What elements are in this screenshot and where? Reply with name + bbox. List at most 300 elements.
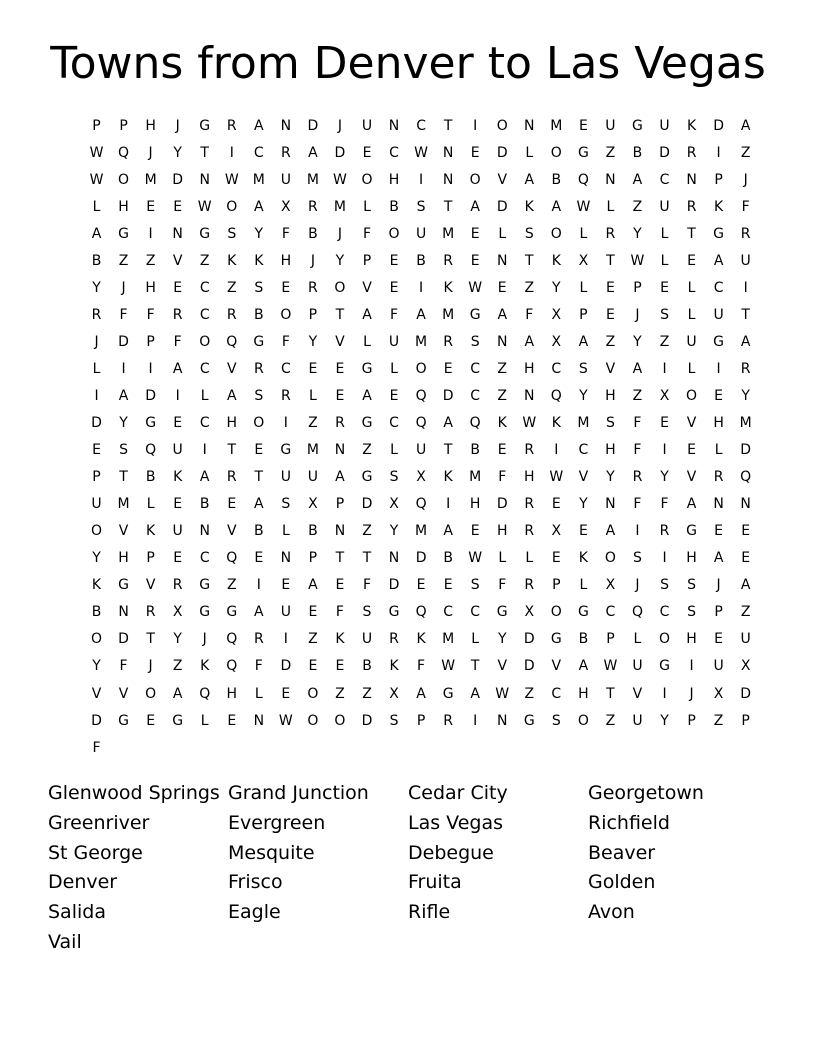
grid-letter: N bbox=[686, 171, 697, 188]
grid-letter: Q bbox=[226, 658, 238, 675]
grid-letter: M bbox=[577, 415, 590, 432]
grid-letter: Z bbox=[308, 631, 318, 648]
grid-letter: F bbox=[281, 333, 290, 350]
grid-letter: V bbox=[362, 279, 372, 296]
word-list-item: Debegue bbox=[408, 841, 494, 864]
grid-letter: C bbox=[199, 306, 210, 323]
grid-letter: A bbox=[632, 360, 643, 377]
grid-letter: K bbox=[227, 252, 237, 269]
grid-letter: J bbox=[175, 117, 180, 134]
grid-letter: X bbox=[389, 496, 399, 513]
grid-letter: Z bbox=[497, 387, 508, 404]
grid-letter: L bbox=[498, 550, 507, 567]
word-list-item: Salida bbox=[48, 901, 106, 924]
word-list-item: Cedar City bbox=[408, 782, 508, 804]
grid-letter: W bbox=[522, 415, 537, 432]
grid-letter: W bbox=[224, 171, 239, 188]
grid-letter: B bbox=[308, 225, 318, 242]
grid-letter: Y bbox=[92, 550, 101, 567]
grid-letter: N bbox=[524, 387, 535, 404]
grid-letter: N bbox=[496, 712, 508, 729]
grid-letter: L bbox=[606, 198, 615, 215]
grid-letter: L bbox=[200, 387, 209, 404]
grid-letter: B bbox=[199, 496, 210, 513]
grid-letter: V bbox=[686, 469, 697, 486]
grid-letter: M bbox=[252, 171, 265, 188]
grid-letter: E bbox=[92, 442, 101, 459]
grid-letter: Y bbox=[335, 252, 345, 269]
grid-letter: R bbox=[443, 252, 453, 269]
grid-letter: G bbox=[118, 712, 129, 729]
grid-letter: L bbox=[471, 631, 480, 648]
grid-letter: A bbox=[172, 685, 183, 702]
grid-letter: L bbox=[660, 225, 669, 242]
grid-letter: I bbox=[283, 415, 288, 432]
grid-letter: H bbox=[686, 550, 697, 567]
grid-letter: W bbox=[549, 469, 564, 486]
grid-letter: R bbox=[172, 577, 183, 594]
grid-letter: P bbox=[552, 577, 561, 594]
grid-letter: E bbox=[173, 496, 183, 513]
grid-letter: I bbox=[743, 279, 748, 296]
grid-letter: C bbox=[199, 360, 210, 377]
grid-letter: Q bbox=[226, 333, 238, 350]
grid-letter: B bbox=[389, 198, 399, 215]
grid-letter: R bbox=[226, 117, 237, 134]
grid-letter: E bbox=[281, 577, 291, 594]
grid-letter: Z bbox=[740, 144, 751, 161]
grid-letter: A bbox=[254, 117, 264, 134]
grid-letter: G bbox=[442, 685, 454, 702]
word-list-item: Georgetown bbox=[588, 782, 704, 804]
grid-letter: U bbox=[415, 442, 427, 459]
grid-letter: E bbox=[578, 117, 588, 134]
grid-letter: Y bbox=[741, 387, 750, 404]
grid-letter: Q bbox=[226, 631, 238, 648]
grid-letter: D bbox=[415, 550, 427, 567]
grid-letter: S bbox=[687, 604, 696, 621]
grid-letter: T bbox=[470, 658, 480, 675]
grid-letter: L bbox=[146, 496, 155, 513]
grid-letter: B bbox=[551, 171, 562, 188]
grid-letter: V bbox=[605, 360, 616, 377]
grid-letter: T bbox=[227, 442, 237, 459]
grid-letter: D bbox=[307, 117, 319, 134]
grid-letter: T bbox=[606, 685, 615, 702]
grid-letter: N bbox=[334, 523, 346, 540]
grid-letter: G bbox=[713, 225, 725, 242]
grid-letter: X bbox=[551, 306, 562, 323]
grid-letter: C bbox=[443, 604, 454, 621]
grid-letter: A bbox=[172, 360, 183, 377]
grid-letter: B bbox=[578, 631, 589, 648]
grid-letter: L bbox=[579, 225, 588, 242]
grid-letter: J bbox=[635, 577, 640, 594]
grid-letter: X bbox=[281, 198, 291, 215]
grid-letter: R bbox=[443, 712, 453, 729]
grid-letter: S bbox=[416, 198, 426, 215]
grid-letter: G bbox=[280, 442, 292, 459]
grid-letter: S bbox=[389, 712, 399, 729]
grid-letter: U bbox=[172, 442, 183, 459]
grid-letter: F bbox=[119, 658, 128, 675]
grid-letter: O bbox=[226, 198, 238, 215]
grid-letter: E bbox=[497, 279, 507, 296]
grid-letter: Y bbox=[552, 279, 561, 296]
grid-letter: G bbox=[361, 469, 373, 486]
grid-letter: P bbox=[579, 306, 588, 323]
grid-letter: W bbox=[414, 144, 428, 161]
grid-letter: E bbox=[308, 360, 318, 377]
grid-letter: H bbox=[226, 685, 238, 702]
grid-letter: P bbox=[92, 117, 101, 134]
grid-letter: D bbox=[659, 144, 670, 161]
grid-letter: Z bbox=[524, 279, 535, 296]
grid-letter: I bbox=[419, 279, 424, 296]
grid-letter: Q bbox=[415, 496, 427, 513]
grid-letter: F bbox=[254, 658, 263, 675]
grid-letter: A bbox=[308, 144, 318, 161]
grid-letter: A bbox=[199, 469, 210, 486]
grid-letter: U bbox=[415, 225, 427, 242]
grid-letter: L bbox=[498, 225, 507, 242]
grid-letter: R bbox=[335, 415, 345, 432]
grid-letter: I bbox=[716, 360, 721, 377]
grid-letter: L bbox=[687, 306, 696, 323]
grid-letter: F bbox=[525, 306, 534, 323]
grid-letter: P bbox=[92, 469, 101, 486]
grid-letter: U bbox=[361, 117, 373, 134]
grid-letter: F bbox=[390, 306, 399, 323]
grid-letter: S bbox=[551, 712, 561, 729]
grid-letter: X bbox=[551, 523, 562, 540]
grid-letter: S bbox=[281, 496, 291, 513]
word-list-item: Evergreen bbox=[228, 811, 326, 834]
grid-letter: S bbox=[227, 225, 237, 242]
grid-letter: A bbox=[740, 333, 751, 350]
grid-letter: Z bbox=[145, 252, 156, 269]
grid-letter: S bbox=[254, 387, 264, 404]
grid-letter: E bbox=[146, 712, 156, 729]
grid-letter: W bbox=[495, 685, 510, 702]
grid-letter: Z bbox=[524, 685, 535, 702]
grid-letter: W bbox=[89, 171, 104, 188]
grid-letter: J bbox=[148, 144, 153, 161]
grid-letter: R bbox=[308, 198, 318, 215]
grid-letter: B bbox=[254, 306, 264, 323]
grid-letter: D bbox=[91, 712, 102, 729]
grid-letter: D bbox=[118, 631, 129, 648]
word-list-item: Frisco bbox=[228, 871, 283, 894]
grid-letter: S bbox=[119, 442, 129, 459]
grid-letter: V bbox=[118, 523, 129, 540]
grid-letter: J bbox=[689, 685, 694, 702]
grid-letter: R bbox=[524, 442, 535, 459]
grid-letter: A bbox=[551, 198, 562, 215]
grid-letter: L bbox=[687, 360, 696, 377]
grid-letter: G bbox=[550, 631, 562, 648]
grid-letter: N bbox=[442, 144, 454, 161]
page-title: Towns from Denver to Las Vegas bbox=[50, 38, 766, 89]
grid-letter: C bbox=[416, 117, 426, 134]
grid-letter: O bbox=[550, 225, 562, 242]
grid-letter: F bbox=[498, 469, 507, 486]
grid-letter: C bbox=[551, 685, 562, 702]
grid-letter: V bbox=[226, 360, 237, 377]
grid-letter: D bbox=[496, 144, 508, 161]
grid-letter: I bbox=[662, 550, 667, 567]
grid-letter: Q bbox=[118, 144, 130, 161]
grid-letter: A bbox=[497, 306, 508, 323]
grid-letter: L bbox=[633, 631, 642, 648]
grid-letter: R bbox=[226, 469, 237, 486]
grid-letter: Z bbox=[740, 604, 751, 621]
grid-letter: E bbox=[687, 442, 696, 459]
grid-letter: V bbox=[118, 685, 129, 702]
grid-letter: O bbox=[199, 333, 211, 350]
grid-letter: Y bbox=[254, 225, 264, 242]
grid-letter: G bbox=[226, 604, 238, 621]
grid-letter: W bbox=[468, 279, 483, 296]
grid-letter: G bbox=[523, 712, 535, 729]
grid-letter: Z bbox=[632, 387, 643, 404]
grid-letter: E bbox=[389, 387, 399, 404]
grid-letter: N bbox=[199, 523, 210, 540]
grid-letter: M bbox=[415, 333, 428, 350]
grid-letter: U bbox=[91, 496, 102, 513]
grid-letter: T bbox=[362, 550, 372, 567]
grid-letter: A bbox=[91, 225, 102, 242]
grid-letter: Z bbox=[226, 577, 237, 594]
grid-letter: H bbox=[496, 523, 508, 540]
grid-letter: O bbox=[280, 306, 292, 323]
grid-letter: I bbox=[473, 712, 478, 729]
grid-letter: L bbox=[525, 144, 534, 161]
grid-letter: I bbox=[716, 144, 721, 161]
grid-letter: B bbox=[632, 144, 643, 161]
grid-letter: H bbox=[578, 685, 589, 702]
grid-letter: T bbox=[119, 469, 128, 486]
grid-letter: P bbox=[606, 631, 615, 648]
grid-letter: I bbox=[689, 658, 694, 675]
grid-letter: L bbox=[687, 279, 696, 296]
grid-letter: V bbox=[686, 415, 697, 432]
grid-letter: L bbox=[525, 550, 534, 567]
word-list-item: Rifle bbox=[408, 901, 451, 924]
grid-letter: Z bbox=[172, 658, 183, 675]
grid-letter: D bbox=[740, 685, 752, 702]
grid-letter: N bbox=[388, 117, 400, 134]
grid-letter: Q bbox=[226, 550, 238, 567]
grid-letter: N bbox=[496, 333, 508, 350]
grid-letter: R bbox=[280, 387, 291, 404]
grid-letter: T bbox=[524, 252, 534, 269]
grid-letter: A bbox=[416, 685, 426, 702]
grid-letter: L bbox=[281, 523, 290, 540]
grid-letter: U bbox=[713, 658, 724, 675]
grid-letter: X bbox=[308, 496, 318, 513]
grid-letter: Y bbox=[497, 631, 507, 648]
grid-letter: V bbox=[497, 658, 508, 675]
grid-letter: C bbox=[551, 360, 562, 377]
grid-letter: I bbox=[148, 360, 153, 377]
grid-letter: P bbox=[714, 171, 723, 188]
grid-letter: O bbox=[577, 712, 589, 729]
grid-letter: L bbox=[92, 360, 101, 377]
grid-letter: E bbox=[741, 550, 751, 567]
grid-letter: X bbox=[551, 333, 562, 350]
grid-letter: P bbox=[146, 333, 155, 350]
grid-letter: H bbox=[118, 198, 129, 215]
grid-letter: E bbox=[227, 712, 237, 729]
grid-letter: N bbox=[388, 550, 400, 567]
grid-letter: V bbox=[551, 658, 562, 675]
grid-letter: H bbox=[388, 171, 400, 188]
grid-letter: H bbox=[524, 469, 535, 486]
grid-letter: G bbox=[469, 306, 481, 323]
grid-letter: I bbox=[121, 360, 126, 377]
word-list-item: Mesquite bbox=[228, 841, 315, 864]
grid-letter: Y bbox=[660, 712, 669, 729]
letter-grid bbox=[83, 112, 759, 761]
grid-letter: G bbox=[199, 604, 211, 621]
grid-letter: R bbox=[524, 577, 535, 594]
grid-letter: O bbox=[496, 117, 508, 134]
grid-letter: A bbox=[524, 171, 535, 188]
grid-letter: R bbox=[145, 604, 156, 621]
grid-letter: I bbox=[256, 577, 261, 594]
grid-letter: P bbox=[416, 712, 426, 729]
grid-letter: Y bbox=[389, 523, 399, 540]
grid-letter: M bbox=[144, 171, 157, 188]
grid-letter: G bbox=[172, 712, 184, 729]
grid-letter: F bbox=[362, 577, 372, 594]
grid-letter: Y bbox=[579, 496, 588, 513]
grid-letter: C bbox=[253, 144, 264, 161]
grid-letter: O bbox=[334, 279, 346, 296]
grid-letter: E bbox=[443, 360, 453, 377]
grid-letter: G bbox=[145, 415, 157, 432]
grid-letter: O bbox=[307, 685, 319, 702]
grid-letter: Q bbox=[415, 415, 427, 432]
grid-letter: O bbox=[658, 631, 671, 648]
grid-letter: C bbox=[605, 604, 616, 621]
grid-letter: X bbox=[578, 252, 589, 269]
grid-letter: R bbox=[253, 631, 264, 648]
grid-letter: D bbox=[361, 712, 373, 729]
grid-letter: X bbox=[740, 658, 751, 675]
grid-letter: D bbox=[496, 496, 508, 513]
grid-letter: E bbox=[254, 550, 264, 567]
grid-letter: P bbox=[335, 496, 345, 513]
grid-letter: E bbox=[389, 252, 399, 269]
grid-letter: E bbox=[335, 360, 345, 377]
grid-letter: F bbox=[660, 496, 669, 513]
grid-letter: I bbox=[554, 442, 559, 459]
grid-letter: E bbox=[335, 658, 345, 675]
grid-letter: N bbox=[334, 442, 346, 459]
grid-letter: B bbox=[308, 523, 318, 540]
grid-letter: F bbox=[281, 225, 290, 242]
grid-letter: H bbox=[713, 415, 724, 432]
grid-letter: V bbox=[172, 252, 183, 269]
grid-letter: I bbox=[419, 171, 424, 188]
grid-letter: B bbox=[416, 252, 426, 269]
grid-letter: V bbox=[578, 469, 589, 486]
grid-letter: Z bbox=[308, 415, 318, 432]
grid-letter: X bbox=[524, 604, 535, 621]
grid-letter: U bbox=[740, 252, 751, 269]
grid-letter: J bbox=[202, 631, 207, 648]
grid-letter: C bbox=[470, 604, 481, 621]
grid-letter: F bbox=[92, 739, 101, 756]
grid-letter: A bbox=[470, 198, 480, 215]
grid-letter: E bbox=[281, 685, 291, 702]
grid-letter: E bbox=[227, 496, 237, 513]
grid-letter: R bbox=[226, 306, 237, 323]
grid-letter: K bbox=[578, 550, 588, 567]
grid-letter: L bbox=[363, 198, 371, 215]
grid-letter: J bbox=[635, 306, 640, 323]
grid-letter: G bbox=[577, 144, 589, 161]
grid-letter: S bbox=[254, 279, 264, 296]
grid-letter: W bbox=[630, 252, 645, 269]
grid-letter: G bbox=[496, 604, 508, 621]
grid-letter: V bbox=[91, 685, 102, 702]
grid-letter: Y bbox=[173, 631, 182, 648]
grid-letter: K bbox=[551, 252, 561, 269]
grid-letter: T bbox=[146, 631, 155, 648]
grid-letter: G bbox=[199, 577, 211, 594]
grid-letter: Q bbox=[145, 442, 157, 459]
grid-letter: P bbox=[308, 306, 318, 323]
grid-letter: U bbox=[605, 117, 616, 134]
grid-letter: P bbox=[633, 279, 642, 296]
grid-letter: G bbox=[577, 604, 589, 621]
grid-letter: E bbox=[687, 252, 696, 269]
word-list-item: Glenwood Springs bbox=[48, 782, 220, 804]
grid-letter: P bbox=[119, 117, 128, 134]
grid-letter: T bbox=[335, 550, 345, 567]
word-list-item: Avon bbox=[588, 901, 635, 924]
grid-letter: G bbox=[659, 658, 670, 675]
word-list-item: Richfield bbox=[588, 811, 670, 834]
grid-letter: E bbox=[605, 306, 615, 323]
grid-letter: O bbox=[91, 523, 103, 540]
grid-letter: U bbox=[632, 712, 643, 729]
grid-letter: R bbox=[172, 306, 183, 323]
grid-letter: S bbox=[660, 577, 669, 594]
grid-letter: J bbox=[94, 333, 99, 350]
grid-letter: O bbox=[334, 712, 346, 729]
grid-letter: K bbox=[443, 469, 453, 486]
grid-letter: N bbox=[172, 225, 183, 242]
grid-letter: L bbox=[660, 252, 669, 269]
grid-letter: Z bbox=[605, 144, 616, 161]
grid-letter: Q bbox=[415, 604, 427, 621]
grid-letter: W bbox=[197, 198, 212, 215]
grid-letter: Y bbox=[633, 225, 642, 242]
grid-letter: X bbox=[416, 469, 426, 486]
grid-letter: K bbox=[146, 523, 156, 540]
grid-letter: G bbox=[388, 604, 400, 621]
grid-letter: A bbox=[308, 577, 318, 594]
grid-letter: Y bbox=[308, 333, 318, 350]
grid-letter: S bbox=[578, 360, 588, 377]
grid-letter: E bbox=[497, 442, 507, 459]
grid-letter: A bbox=[470, 685, 480, 702]
grid-letter: B bbox=[254, 523, 264, 540]
